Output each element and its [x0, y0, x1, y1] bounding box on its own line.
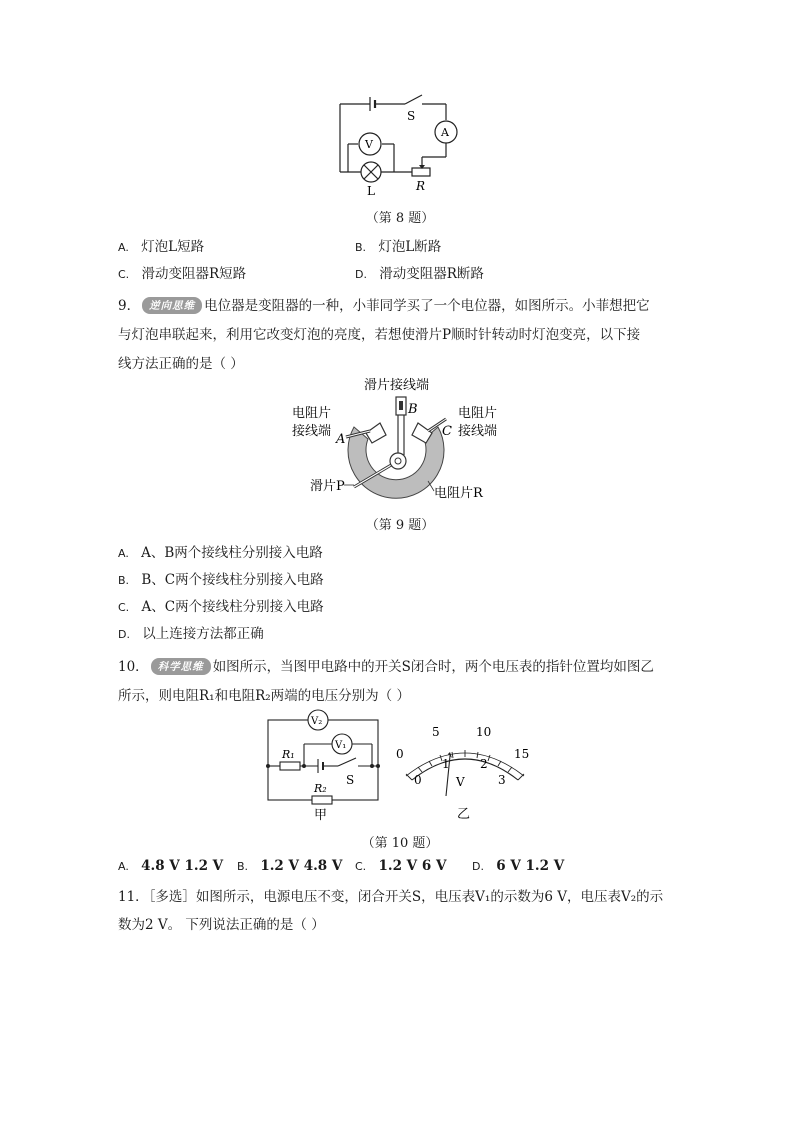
q9-label-left-2: 接线端 [292, 424, 332, 439]
q10-lower-scale-1: 1 [442, 757, 450, 771]
q9-badge: 逆向思维 [142, 297, 202, 314]
q9-number: 9． [118, 298, 141, 314]
q9-label-right-2: 接线端 [458, 424, 498, 439]
q10-lower-scale-3: 3 [498, 773, 506, 787]
option-text: 6 V 1.2 V [496, 858, 565, 874]
q9-option-a[interactable] [118, 541, 323, 561]
option-text: 灯泡L短路 [141, 239, 205, 255]
option-letter: D. [355, 268, 367, 281]
q9-stem-line-3: 线方法正确的是（ ） [118, 356, 244, 372]
q9-stem-line-1 [118, 294, 650, 314]
q11-stem-line-2: 数为2 V。 下列说法正确的是（ ） [118, 917, 325, 933]
option-text: A、C两个接线柱分别接入电路 [141, 599, 324, 615]
q10-number: 10． [118, 659, 149, 675]
q10-label-v2: V₂ [311, 716, 323, 727]
q9-label-b: B [408, 402, 418, 417]
option-text: A、B两个接线柱分别接入电路 [141, 545, 323, 561]
option-letter: C. [118, 268, 130, 281]
q10-label-r1: R₁ [282, 748, 295, 761]
q10-text-1: 如图所示，当图甲电路中的开关S闭合时，两个电压表的指针位置均如图乙 [212, 659, 654, 675]
q10-unit-v: V [456, 775, 465, 789]
q10-option-c[interactable] [355, 858, 446, 874]
option-letter: B. [118, 574, 130, 587]
q8-label-switch: S [407, 109, 416, 123]
q10-lower-scale-2: 2 [480, 757, 488, 771]
option-text: 滑动变阻器R短路 [141, 266, 247, 282]
option-letter: A. [118, 860, 129, 873]
q10-circuit-jia [262, 708, 386, 823]
q10-option-a[interactable] [118, 858, 223, 874]
option-text: 灯泡L断路 [378, 239, 442, 255]
option-text: 1.2 V 4.8 V [260, 858, 343, 874]
q10-option-b[interactable] [237, 858, 342, 874]
option-letter: B. [237, 860, 249, 873]
q10-label-yi: 乙 [457, 807, 471, 822]
q8-option-c[interactable] [118, 262, 246, 282]
option-letter: D. [118, 628, 130, 641]
option-letter: C. [118, 601, 130, 614]
q9-label-c: C [442, 424, 452, 439]
q10-voltmeter-dial-yi [390, 718, 540, 823]
option-text: 以上连接方法都正确 [142, 626, 264, 642]
q9-label-a: A [336, 432, 346, 447]
q11-stem-line-1 [118, 885, 663, 905]
q11-text-1: ［多选］如图所示，电源电压不变，闭合开关S，电压表V₁的示数为6 V，电压表V₂的示 [148, 889, 664, 905]
q8-option-a[interactable] [118, 235, 204, 255]
q8-label-lamp: L [367, 184, 375, 198]
option-letter: A. [118, 241, 129, 254]
q9-caption: （第 9 题） [365, 518, 435, 533]
option-text: 滑动变阻器R断路 [379, 266, 484, 282]
q10-upper-scale-5: 5 [432, 725, 440, 739]
q10-stem-line-2: 所示，则电阻R₁和电阻R₂两端的电压分别为（ ） [118, 688, 410, 704]
q10-upper-scale-15: 15 [514, 747, 530, 761]
q8-circuit-diagram [330, 92, 470, 200]
q9-label-slider: 滑片P [310, 479, 345, 494]
option-letter: B. [355, 241, 367, 254]
q8-label-voltmeter: V [365, 138, 373, 151]
q8-option-b[interactable] [355, 235, 441, 255]
option-letter: C. [355, 860, 367, 873]
q9-option-b[interactable] [118, 568, 324, 588]
q10-label-jia: 甲 [314, 808, 328, 823]
q10-lower-scale-0: 0 [414, 773, 422, 787]
q10-caption: （第 10 题） [361, 836, 439, 851]
q9-option-d[interactable] [118, 622, 264, 642]
q10-label-v1: V₁ [335, 740, 347, 751]
option-text: B、C两个接线柱分别接入电路 [141, 572, 324, 588]
q9-label-right-1: 电阻片 [458, 406, 498, 421]
q8-option-d[interactable] [355, 262, 484, 282]
q9-potentiometer-diagram [288, 375, 508, 505]
q9-label-resistor: 电阻片R [434, 486, 483, 501]
q10-label-r2: R₂ [314, 782, 327, 795]
option-text: 4.8 V 1.2 V [141, 858, 224, 874]
q10-upper-scale-10: 10 [476, 725, 492, 739]
option-text: 1.2 V 6 V [378, 858, 447, 874]
q9-stem-line-2: 与灯泡串联起来，利用它改变灯泡的亮度，若想使滑片P顺时针转动时灯泡变亮，以下接 [118, 327, 641, 343]
option-letter: A. [118, 547, 129, 560]
q11-number: 11． [118, 889, 149, 905]
q9-option-c[interactable] [118, 595, 324, 615]
option-letter: D. [472, 860, 484, 873]
q8-label-ammeter: A [441, 126, 449, 139]
q10-label-s: S [346, 773, 355, 787]
q10-stem-line-1 [118, 655, 654, 675]
q8-label-rheostat: R [416, 179, 426, 193]
q10-option-d[interactable] [472, 858, 564, 874]
q9-label-left-1: 电阻片 [292, 406, 332, 421]
q9-text-1: 电位器是变阻器的一种，小菲同学买了一个电位器，如图所示。小菲想把它 [204, 298, 650, 314]
q9-label-slider-terminal: 滑片接线端 [364, 378, 430, 393]
q10-upper-scale-0: 0 [396, 747, 404, 761]
q8-caption: （第 8 题） [365, 211, 435, 226]
q10-badge: 科学思维 [151, 658, 211, 675]
